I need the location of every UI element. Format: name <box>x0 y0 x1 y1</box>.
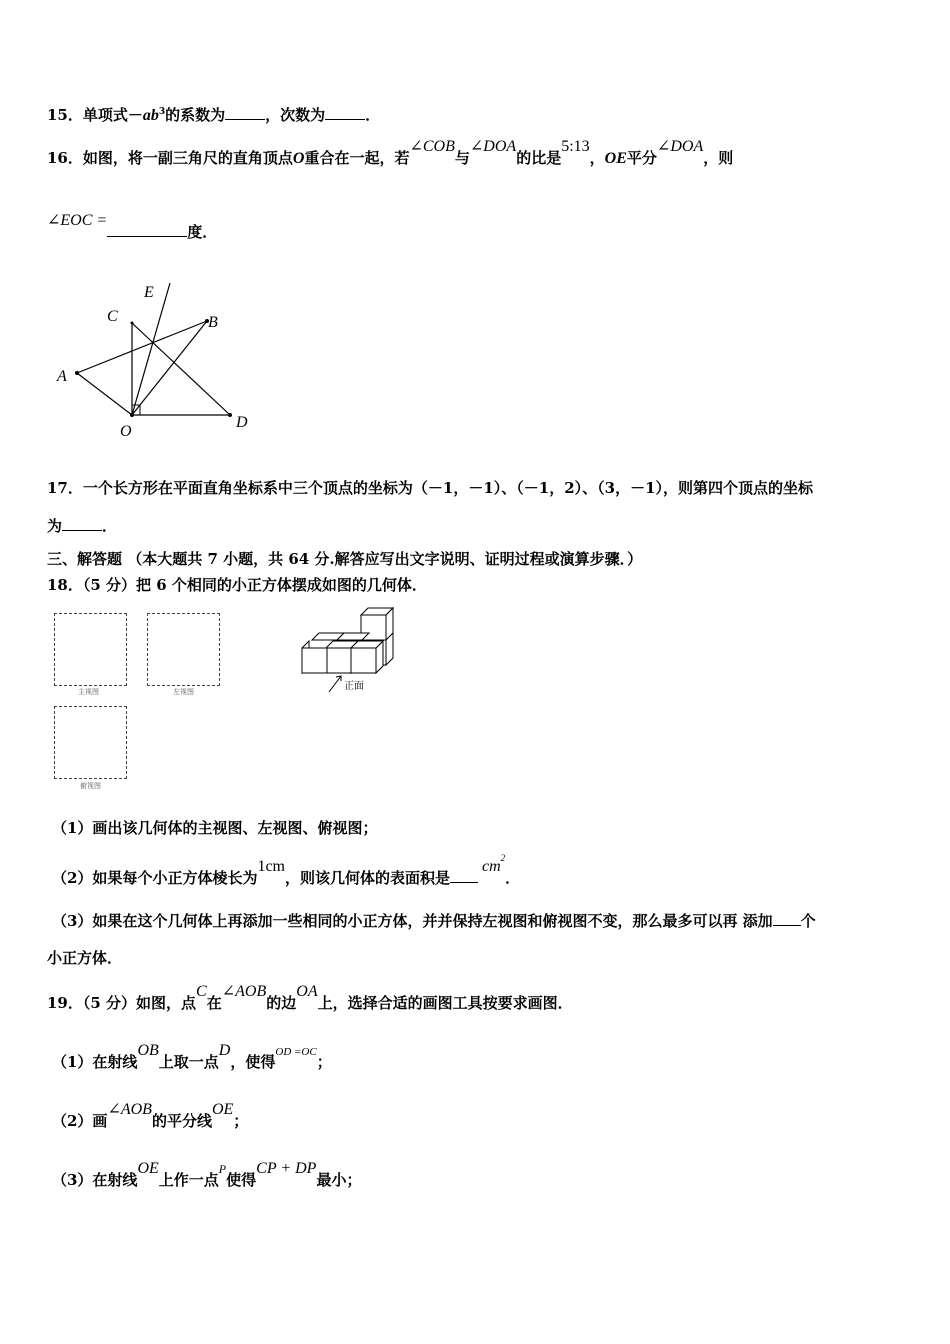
label-d: D <box>236 414 248 431</box>
answer-blank[interactable] <box>325 105 365 120</box>
q18-part1: （1）画出该几何体的主视图、左视图、俯视图； <box>52 819 378 837</box>
cube-figure <box>296 600 406 695</box>
segment-ab <box>77 321 207 373</box>
segment-cd <box>132 323 230 415</box>
q16: 16．如图，将一副三角尺的直角顶点O重合在一起，若∠COB与∠DOA的比是5:13，OE平分∠DOA，则 <box>47 138 734 167</box>
q18-part2: （2）如果每个小正方体棱长为1cm，则该几何体的表面积是$cm^2$． <box>52 853 521 887</box>
segment-ob <box>132 321 207 415</box>
caption-front-view: 主视图 <box>78 688 99 696</box>
left-view-box[interactable] <box>147 613 220 686</box>
answer-blank[interactable] <box>773 911 801 926</box>
q19: 19．（5 分）如图，点C在∠AOB的边OA上，选择合适的画图工具按要求画图． <box>47 983 573 1012</box>
front-label: 正面 <box>344 681 364 692</box>
q19-part2: （2）画∠AOB的平分线OE； <box>52 1101 249 1130</box>
caption-top-view: 俯视图 <box>80 782 101 790</box>
answer-blank[interactable] <box>225 105 265 120</box>
q17-line2: 为 ． <box>47 517 118 535</box>
q15-number: 15． <box>47 106 83 124</box>
label-o: O <box>120 423 132 440</box>
q16-number: 16． <box>47 149 83 167</box>
caption-left-view: 左视图 <box>173 688 194 696</box>
q16-line2: ∠EOC =度． <box>47 212 218 241</box>
q18-title: 18．（5 分）把 6 个相同的小正方体摆成如图的几何体． <box>47 576 427 594</box>
label-e: E <box>144 284 154 301</box>
q18-part3-cont: 小正方体． <box>47 949 123 967</box>
label-a: A <box>57 368 67 385</box>
q18-part3: （3）如果在这个几何体上再添加一些相同的小正方体，并并保持左视图和俯视图不变，那么最多可以再 添加 个 <box>52 912 816 930</box>
front-view-box[interactable] <box>54 613 127 686</box>
q17: 17．一个长方形在平面直角坐标系中三个顶点的坐标为（－1，－1）、（－1，2）、（3，－1），则第四个顶点的坐标 <box>47 479 814 497</box>
q15: 15．单项式$-ab^3$的系数为 ，次数为 ． <box>47 106 381 124</box>
answer-blank[interactable] <box>62 516 102 531</box>
segment-oa <box>77 373 132 415</box>
section-heading: 三、解答题 （本大题共 7 小题，共 64 分.解答应写出文字说明、证明过程或演算步骤．） <box>47 550 643 568</box>
q19-part3: （3）在射线OE上作一点$^P$使得CP + DP最小； <box>52 1160 362 1189</box>
figure-angles <box>50 278 260 443</box>
answer-blank[interactable] <box>107 222 187 237</box>
q19-part1: （1）在射线OB上取一点D，使得$^{OD =OC}$； <box>52 1042 332 1071</box>
label-c: C <box>107 308 118 325</box>
top-view-box[interactable] <box>54 706 127 779</box>
answer-blank[interactable] <box>450 868 478 883</box>
label-b: B <box>208 314 218 331</box>
